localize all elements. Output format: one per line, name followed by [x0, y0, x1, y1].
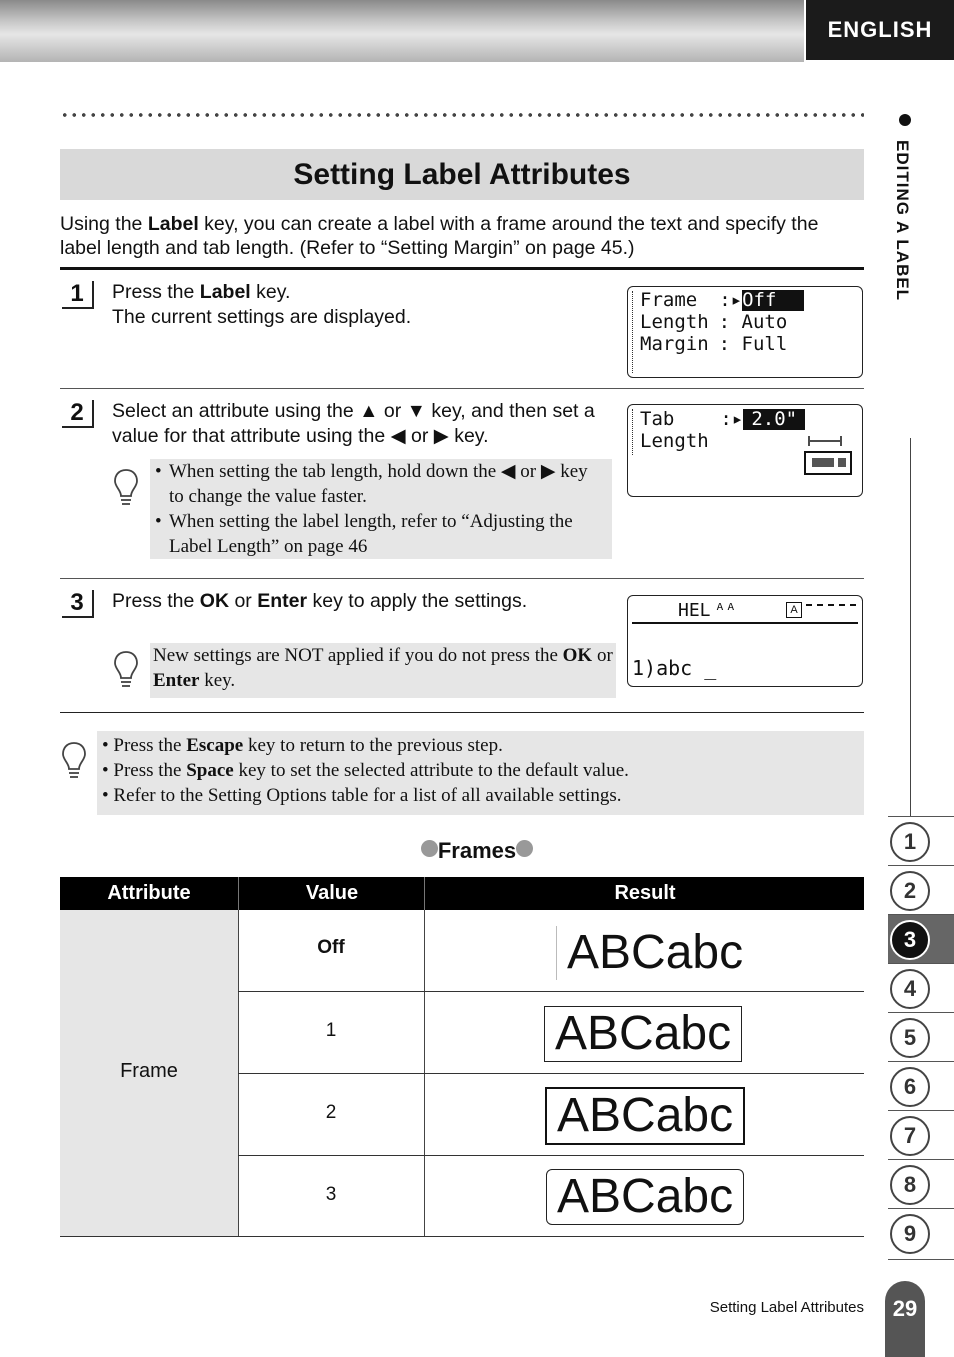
intro-paragraph: [60, 212, 860, 260]
footer-running-title: Setting Label Attributes: [709, 1299, 864, 1316]
chapter-number: 3: [890, 920, 930, 960]
length-indicator-icon: [806, 604, 856, 616]
chapter-tab-1[interactable]: [888, 816, 954, 865]
step-text: Press the: [112, 281, 200, 303]
tip-item: [155, 459, 607, 509]
frames-heading: [0, 838, 954, 864]
tip-text: When setting the tab length, hold down the ◀ or ▶ key to change the value faster.: [169, 461, 588, 507]
right-arrow-icon: ▶: [433, 425, 449, 447]
row-rule: [238, 991, 864, 992]
lcd-label: Length: [640, 430, 709, 452]
chapter-tab-2[interactable]: [888, 865, 954, 914]
lcd-value: Full: [741, 333, 788, 355]
label-length-icon: [804, 433, 854, 477]
chapter-number: 4: [890, 969, 930, 1009]
column-header: Result: [424, 877, 865, 910]
step-text: or: [378, 400, 407, 422]
language-tab: ENGLISH: [806, 0, 954, 60]
attribute-name: Frame: [120, 1060, 178, 1082]
general-tip-box: [97, 731, 864, 815]
lcd-cursor: _: [692, 656, 717, 680]
step-text: Press the: [112, 590, 200, 612]
lightbulb-icon: [113, 468, 139, 510]
chapter-number: 8: [890, 1165, 930, 1205]
step-bold-key: Label: [199, 281, 251, 303]
step-text: key, and then set a value for that attribute using the: [112, 400, 595, 447]
table-value: 3: [325, 1184, 337, 1205]
tip-item: [102, 758, 859, 783]
lcd-row: [640, 409, 805, 430]
step-number: 2: [62, 400, 94, 428]
step-1-text: [112, 280, 592, 330]
tip-box: [150, 643, 616, 698]
lcd-row: [640, 334, 787, 355]
section-rule: [60, 267, 864, 270]
chapter-tab-7[interactable]: [888, 1110, 954, 1159]
lightbulb-icon: [113, 650, 139, 692]
section-rule: [60, 712, 864, 713]
tip-bold-key: Enter: [153, 670, 200, 691]
chapter-tab-9[interactable]: [888, 1208, 954, 1260]
lcd-colon: :: [718, 311, 742, 333]
lightbulb-icon: [61, 741, 87, 783]
header-gradient-bar: [0, 0, 804, 62]
step-3-text: [112, 589, 612, 614]
tip-text: Refer to the Setting Options table for a list of all available settings.: [113, 785, 622, 806]
lcd-scroll-indicator: [632, 291, 637, 373]
section-title-bar: [60, 149, 864, 200]
tip-text: key to set the selected attribute to the default value.: [233, 760, 629, 781]
step-text: Select an attribute using the: [112, 400, 360, 422]
bullet: •: [102, 760, 114, 781]
tip-bold-key: OK: [562, 645, 593, 666]
lcd-line-marker: 1): [632, 656, 657, 680]
down-arrow-icon: ▼: [406, 400, 426, 422]
tip-text: key.: [199, 670, 236, 691]
lcd-scroll-indicator: [632, 409, 633, 455]
chapter-tab-4[interactable]: [888, 963, 954, 1012]
tip-text: or: [592, 645, 613, 666]
tip-text: Press the: [113, 735, 187, 756]
attribute-cell: [60, 910, 238, 1237]
up-arrow-icon: ▲: [359, 400, 379, 422]
chapter-tab-6[interactable]: [888, 1061, 954, 1110]
lcd-display: [627, 286, 863, 378]
intro-bold-key: Label: [147, 213, 199, 235]
lcd-display: [627, 404, 863, 497]
step-divider: [60, 388, 864, 389]
step-text: or: [405, 425, 434, 447]
frame-2-sample: ABCabc: [545, 1087, 745, 1145]
lcd-row: [640, 312, 787, 333]
column-header: Attribute: [107, 882, 191, 904]
row-rule: [238, 1073, 864, 1074]
lcd-row: [632, 658, 716, 679]
lcd-row: [678, 600, 736, 621]
frame-off-sample: ABCabc: [556, 926, 753, 980]
step-text: key.: [448, 425, 489, 447]
bullet-dot-icon: [516, 840, 533, 857]
section-title: Setting Label Attributes: [293, 158, 631, 191]
table-value: Off: [317, 937, 345, 958]
tip-bold-key: Space: [186, 760, 234, 781]
table-header: [60, 877, 864, 910]
lcd-selected-value: Off: [742, 290, 804, 311]
intro-text: key, you can create a label with a frame around the text and specify the label length and tab length. (Refer to “Setting Margin” on page 45.): [60, 213, 819, 259]
chapter-tab-3-active[interactable]: [888, 914, 954, 963]
tip-text: key to return to the previous step.: [243, 735, 503, 756]
step-text: or: [229, 590, 258, 612]
step-number: 3: [62, 590, 94, 618]
tip-box: [150, 459, 612, 559]
tip-item: [102, 733, 859, 758]
lcd-value: Auto: [741, 311, 788, 333]
lcd-arrow: :▸: [720, 408, 744, 430]
table-bottom-rule: [60, 1236, 864, 1237]
chapter-number: 1: [890, 822, 930, 862]
row-rule: [238, 1155, 864, 1156]
lcd-row: [640, 290, 804, 311]
frames-heading-text: Frames: [437, 838, 517, 863]
lcd-style-icon: ᴬᴬ: [714, 600, 737, 621]
tip-bold-key: Escape: [186, 735, 244, 756]
step-text: key.: [250, 281, 291, 303]
frame-1-sample: ABCabc: [544, 1006, 742, 1062]
table-value: 2: [325, 1102, 337, 1123]
chapter-tab-5[interactable]: [888, 1012, 954, 1061]
dotted-divider: [60, 111, 864, 119]
lcd-label: Frame: [640, 289, 698, 311]
lcd-arrow: :▸: [719, 289, 743, 311]
column-header: Value: [238, 877, 425, 910]
lcd-text: abc: [656, 656, 693, 680]
lcd-selected-value: 2.0": [743, 409, 805, 430]
tip-text: Press the: [113, 760, 187, 781]
page-number: 29: [885, 1281, 925, 1357]
lcd-colon: :: [718, 333, 742, 355]
left-arrow-icon: ◀: [390, 425, 406, 447]
frame-icon: A: [786, 602, 802, 618]
chapter-number: 2: [890, 871, 930, 911]
lcd-display: [627, 595, 863, 687]
bullet-dot-icon: [421, 840, 438, 857]
tip-item: [102, 783, 859, 808]
side-section-text: EDITING A LABEL: [893, 140, 912, 302]
step-divider: [60, 578, 864, 579]
chapter-number: 5: [890, 1018, 930, 1058]
frame-3-sample: ABCabc: [546, 1169, 744, 1225]
tip-item: [155, 509, 607, 559]
step-2-text: [112, 399, 612, 449]
lcd-text: HEL: [678, 600, 711, 621]
step-text: The current settings are displayed.: [112, 306, 412, 328]
side-section-label: [890, 112, 920, 352]
lcd-label: Tab: [640, 408, 675, 430]
tip-text: When setting the label length, refer to “Adjusting the Label Length” on page 46: [169, 511, 573, 557]
lcd-label: Margin: [640, 333, 709, 355]
side-vertical-rule: [910, 438, 911, 816]
lcd-separator: [632, 622, 858, 624]
chapter-number: 6: [890, 1067, 930, 1107]
bullet: •: [155, 461, 162, 482]
step-bold-key: Enter: [257, 590, 308, 612]
side-dot-icon: [899, 114, 911, 126]
chapter-number: 7: [890, 1116, 930, 1156]
chapter-tab-8[interactable]: [888, 1159, 954, 1208]
lcd-label: Length: [640, 311, 709, 333]
bullet: •: [155, 511, 162, 532]
chapter-number: 9: [890, 1214, 930, 1254]
step-bold-key: OK: [199, 590, 230, 612]
bullet: •: [102, 735, 114, 756]
step-text: key to apply the settings.: [307, 590, 528, 612]
intro-text: Using the: [60, 213, 148, 235]
bullet: •: [102, 785, 114, 806]
tip-text: New settings are NOT applied if you do not press the: [153, 645, 563, 666]
step-number: 1: [62, 281, 94, 309]
table-value: 1: [325, 1020, 337, 1041]
